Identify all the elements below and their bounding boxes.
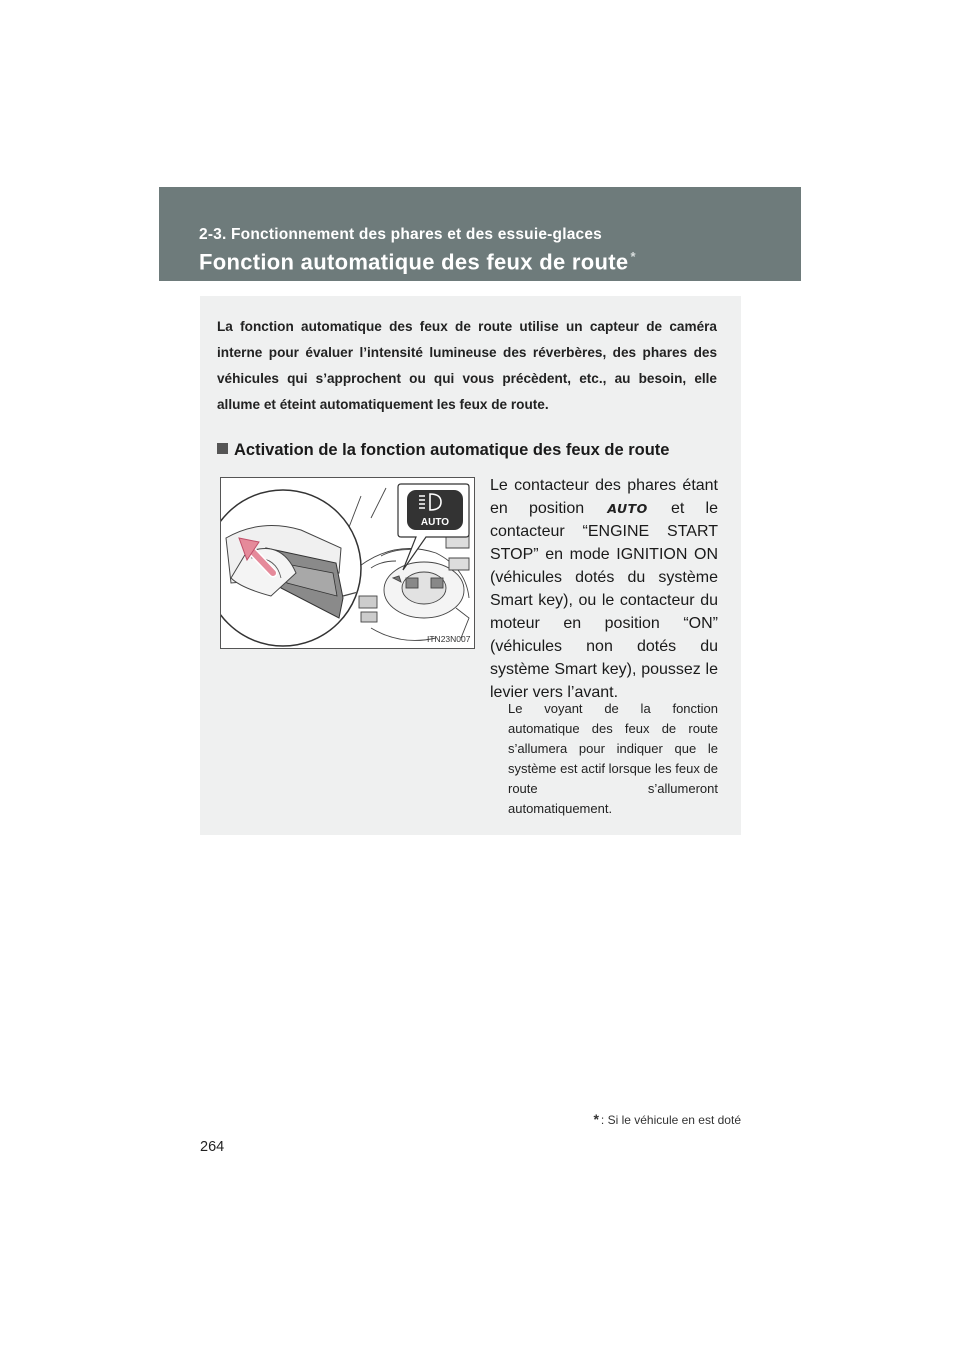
auto-icon-label: AUTO (420, 517, 450, 528)
content-panel (200, 296, 741, 835)
footnote-text: : Si le véhicule en est doté (600, 1113, 741, 1127)
page-number: 264 (200, 1139, 225, 1155)
page-title (199, 249, 636, 275)
intro-paragraph: La fonction automatique des feux de route utilise un capteur de caméra interne pour évaluer l’intensité lumineuse des réverbères, des phares des véhicules qui s’approchent ou qui vous précèdent, etc., au besoin, elle allume et éteint automatiquement les feux de route. (217, 319, 717, 412)
auto-position-icon: AUTO (607, 501, 648, 516)
illustration-code: ITN23N007 (427, 634, 471, 644)
square-bullet-icon (217, 443, 228, 454)
indicator-note: Le voyant de la fonction automatique des feux de route s’allumera pour indiquer que le système est actif lorsque les feux de route s’allumeront automatiquement. (508, 701, 718, 816)
section-label: 2-3. Fonctionnement des phares et des essuie-glaces (199, 226, 602, 243)
footnote (593, 1111, 741, 1127)
instruction-text-end: et le contacteur “ENGINE START STOP” en mode IGNITION ON (véhicules dotés du système Smart key), ou le contacteur du moteur en position “ON” (véhicules non dotés du système Smart key), poussez le levier vers l’avant. (490, 500, 718, 701)
subsection-heading-text: Activation de la fonction automatique des feux de route (234, 441, 670, 459)
asterisk-icon: * (593, 1111, 599, 1127)
lever-illustration-drawing (221, 478, 474, 648)
instruction-text-start: Le contacteur des phares étant en position (490, 477, 718, 517)
optional-equipment-mark: * (630, 249, 636, 264)
subsection-heading (217, 441, 669, 460)
lever-illustration (220, 477, 475, 649)
page-title-text: Fonction automatique des feux de route (199, 249, 629, 275)
chapter-header (159, 187, 801, 281)
activation-instruction (490, 474, 718, 704)
